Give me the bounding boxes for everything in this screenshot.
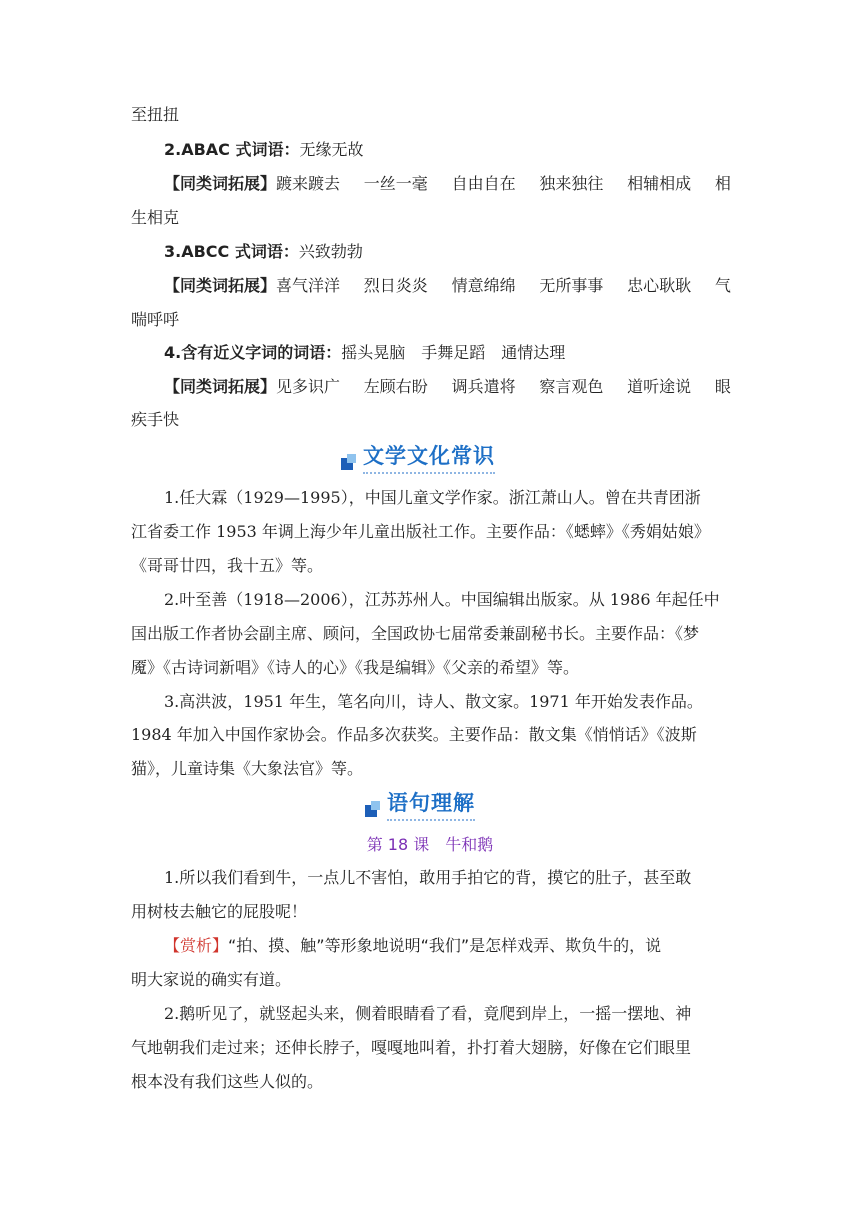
word: 忠心耿耿 xyxy=(627,276,692,295)
analysis-text-1: “拍、摸、触”等形象地说明“我们”是怎样戏弄、欺负牛的，说 xyxy=(228,936,662,955)
synonym-item xyxy=(164,342,565,364)
abac-extension-cont: 生相克 xyxy=(131,208,180,227)
lit-p2-l3: 魇》《古诗词新唱》《诗人的心》《我是编辑》《父亲的希望》等。 xyxy=(131,658,580,677)
vocab-continuation: 至扭扭 xyxy=(131,105,180,124)
lit-p2-l1: 2.叶至善（1918—2006），江苏苏州人。中国编辑出版家。从 1986 年起任中 xyxy=(164,590,720,609)
word: 见多识广 xyxy=(276,377,341,396)
heading-square-icon xyxy=(365,801,381,817)
word: 察言观色 xyxy=(539,377,604,396)
word: 无所事事 xyxy=(539,276,604,295)
word: 情意绵绵 xyxy=(451,276,516,295)
lit-p1-l3: 《哥哥廿四，我十五》等。 xyxy=(131,556,324,575)
sent-1-l2: 用树枝去触它的屁股呢！ xyxy=(131,902,308,921)
lit-p1-l2: 江省委工作 1953 年调上海少年儿童出版社工作。主要作品：《蟋蟀》《秀娟姑娘》 xyxy=(131,522,710,541)
abac-item xyxy=(164,139,364,161)
analysis-text-2: 明大家说的确实有道。 xyxy=(131,970,292,989)
word: 踱来踱去 xyxy=(276,174,341,193)
extension-label: 【同类词拓展】 xyxy=(164,174,277,193)
abcc-label: 3.ABCC 式词语： xyxy=(164,242,299,261)
abcc-item xyxy=(164,241,363,263)
word: 独来独往 xyxy=(539,174,604,193)
synonym-extension-cont: 疾手快 xyxy=(131,410,180,429)
lit-p3-l1: 3.高洪波，1951 年生，笔名向川，诗人、散文家。1971 年开始发表作品。 xyxy=(164,692,703,711)
extension-label: 【同类词拓展】 xyxy=(164,276,277,295)
word: 烈日炎炎 xyxy=(363,276,428,295)
word: 相 xyxy=(714,174,731,193)
sentences-heading xyxy=(365,787,475,821)
sentences-heading-text: 语句理解 xyxy=(387,787,475,821)
abac-words: 无缘无故 xyxy=(299,140,364,159)
word: 喜气洋洋 xyxy=(276,276,341,295)
sent-2-l3: 根本没有我们这些人似的。 xyxy=(131,1072,324,1091)
word: 调兵遣将 xyxy=(451,377,516,396)
abcc-extension-cont: 喘呼呼 xyxy=(131,310,180,329)
word: 一丝一毫 xyxy=(363,174,428,193)
sent-2-l1: 2.鹅听见了，就竖起头来，侧着眼睛看了看，竟爬到岸上，一摇一摆地、神 xyxy=(164,1004,692,1023)
literature-heading-text: 文学文化常识 xyxy=(363,440,495,474)
sent-2-l2: 气地朝我们走过来；还伸长脖子，嘎嘎地叫着，扑打着大翅膀，好像在它们眼里 xyxy=(131,1038,692,1057)
word: 眼 xyxy=(714,377,731,396)
lesson-title: 第 18 课 牛和鹅 xyxy=(366,835,494,854)
lit-p1-l1: 1.任大霖（1929—1995），中国儿童文学作家。浙江萧山人。曾在共青团浙 xyxy=(164,488,701,507)
heading-square-icon xyxy=(341,454,357,470)
synonym-extension xyxy=(164,376,731,398)
abac-extension xyxy=(164,173,731,195)
word: 道听途说 xyxy=(627,377,692,396)
lit-p3-l2: 1984 年加入中国作家协会。作品多次获奖。主要作品：散文集《悄悄话》《波斯 xyxy=(131,725,697,744)
sent-1-l1: 1.所以我们看到牛，一点儿不害怕，敢用手拍它的背，摸它的肚子，甚至敢 xyxy=(164,868,692,887)
abac-label: 2.ABAC 式词语： xyxy=(164,140,300,159)
extension-label: 【同类词拓展】 xyxy=(164,377,277,396)
word: 左顾右盼 xyxy=(363,377,428,396)
synonym-words: 摇头晃脑 手舞足蹈 通情达理 xyxy=(341,343,566,362)
word: 相辅相成 xyxy=(627,174,692,193)
synonym-label: 4.含有近义字词的词语： xyxy=(164,343,342,362)
abcc-words: 兴致勃勃 xyxy=(298,242,363,261)
literature-heading xyxy=(341,440,495,474)
abcc-extension xyxy=(164,275,731,297)
word: 自由自在 xyxy=(451,174,516,193)
analysis-note xyxy=(164,935,661,957)
lit-p2-l2: 国出版工作者协会副主席、顾问，全国政协七届常委兼副秘书长。主要作品：《梦 xyxy=(131,624,700,643)
analysis-tag: 【赏析】 xyxy=(164,936,229,955)
lit-p3-l3: 猫》，儿童诗集《大象法官》等。 xyxy=(131,759,364,778)
word: 气 xyxy=(714,276,731,295)
